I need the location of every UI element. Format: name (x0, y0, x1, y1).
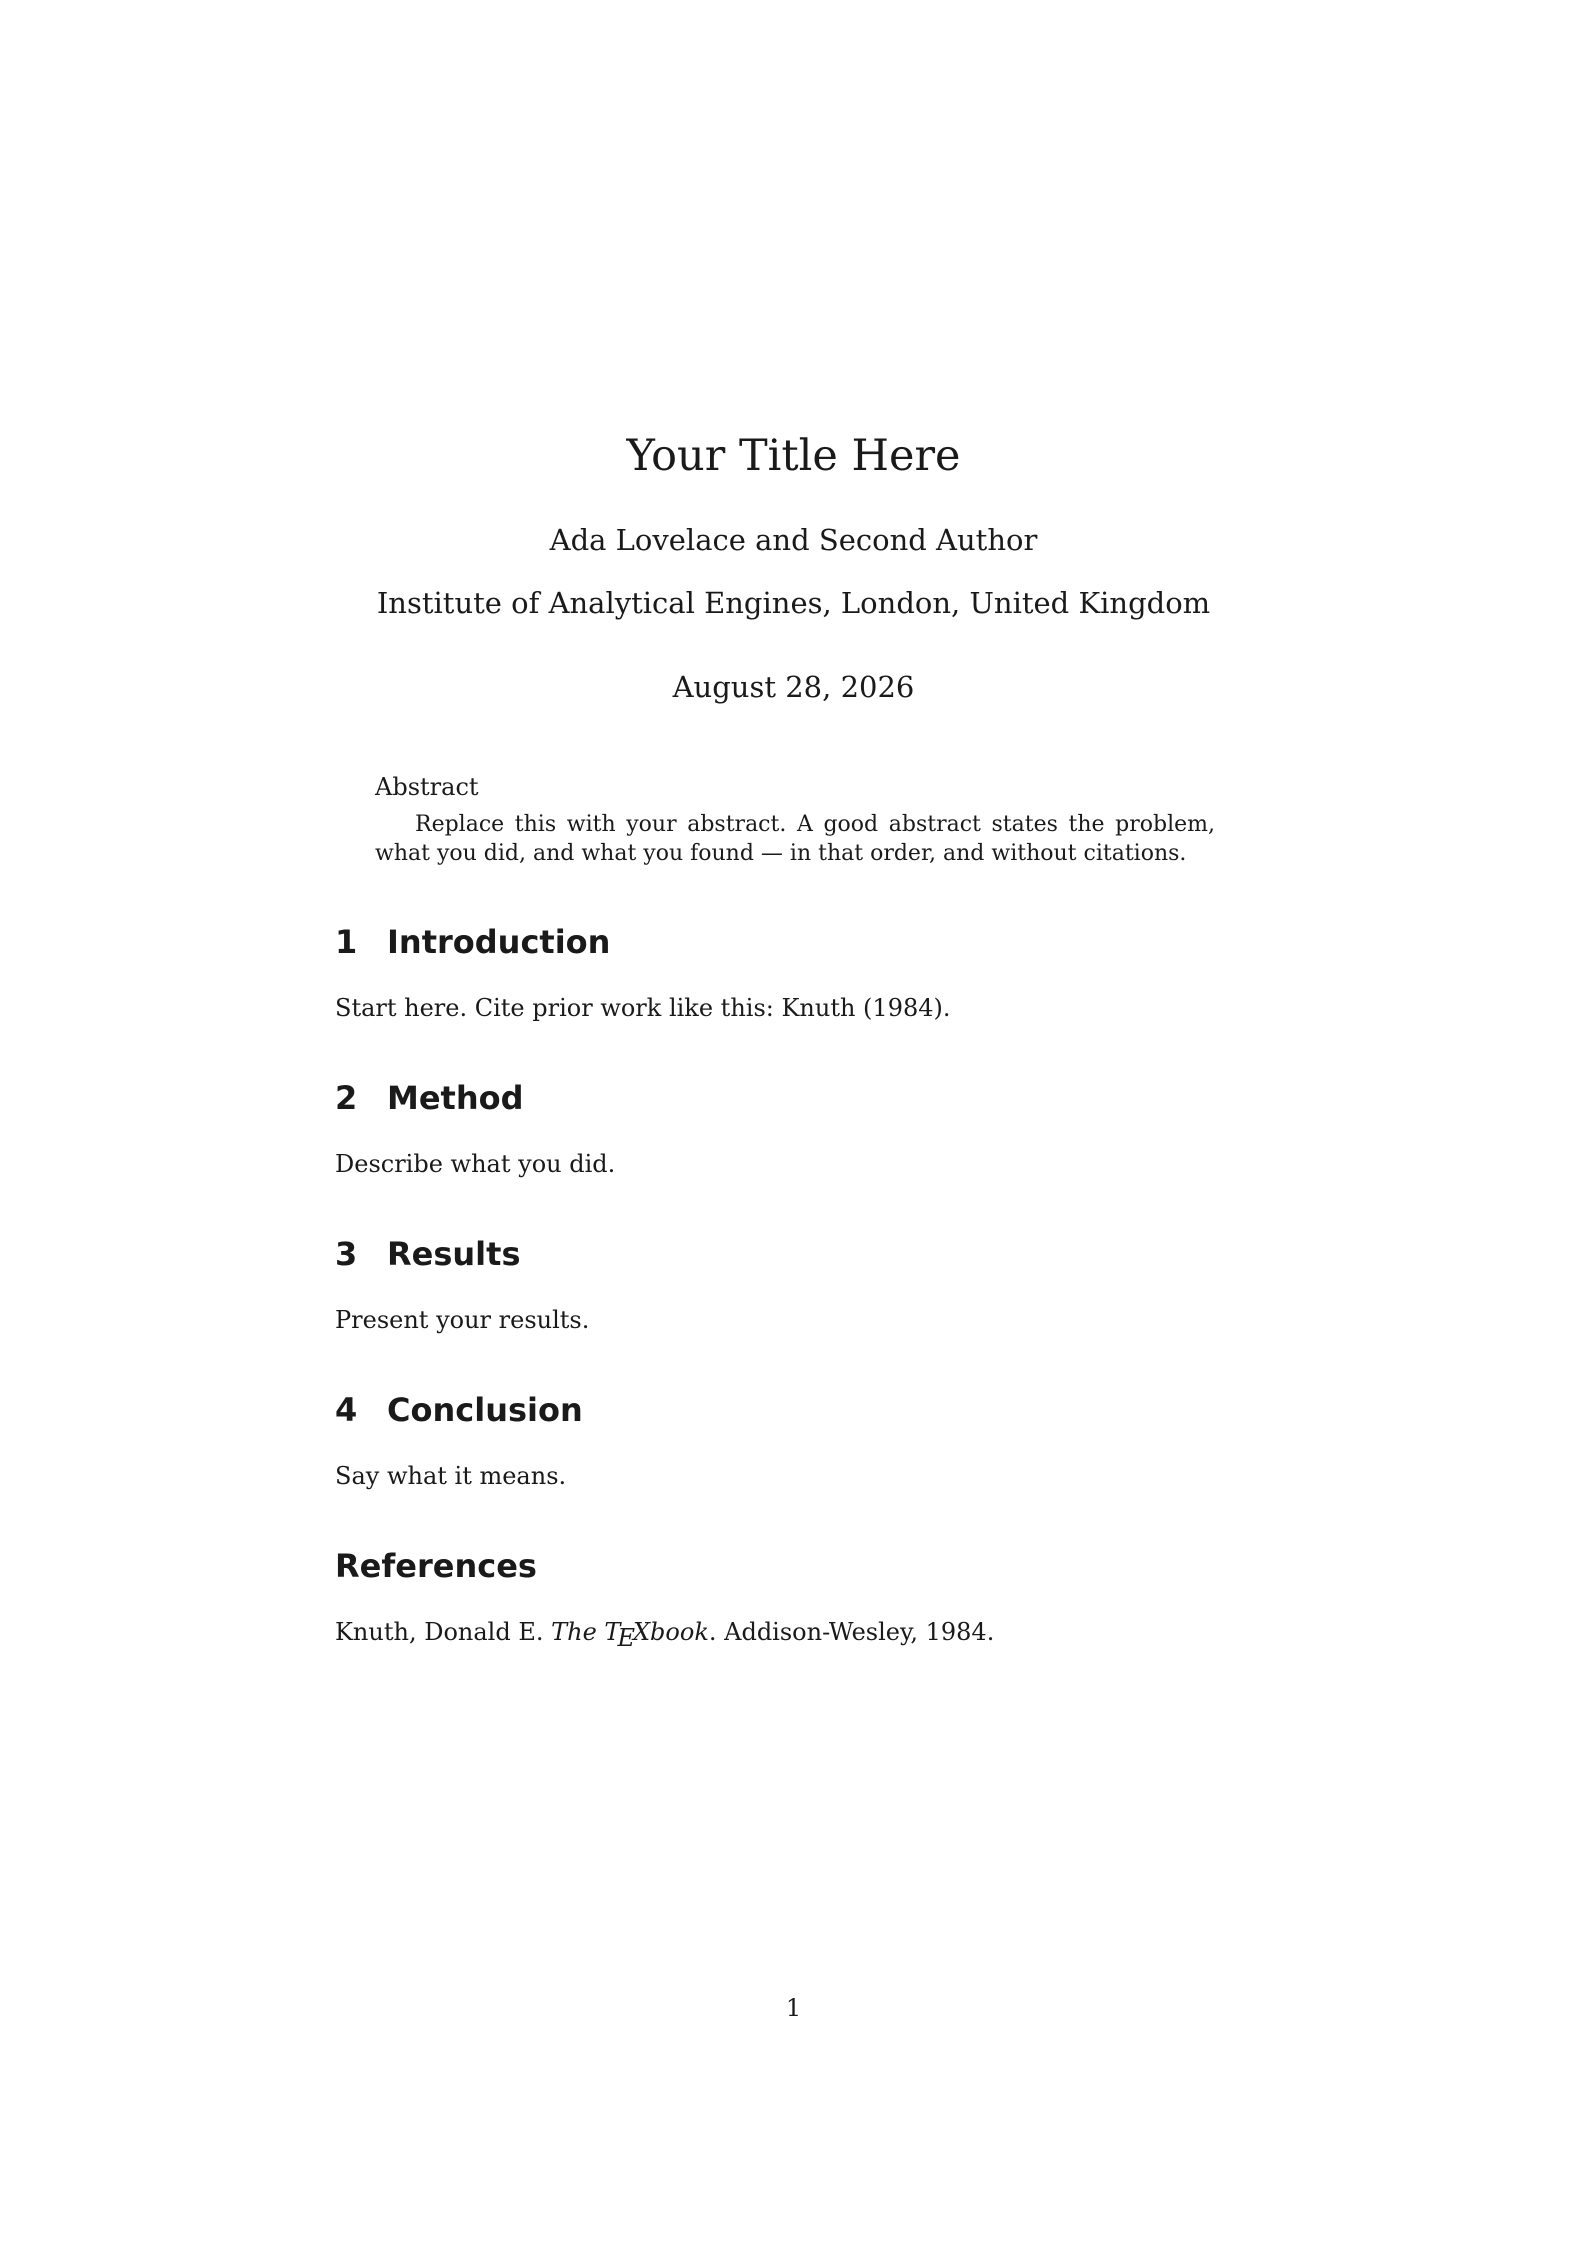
reference-author: Knuth, Donald E. (335, 1618, 544, 1646)
section-body-conclusion: Say what it means. (335, 1462, 567, 1490)
section-title: Results (387, 1235, 521, 1273)
section-number: 2 (335, 1079, 358, 1117)
reference-title: The TEXbook (551, 1618, 709, 1652)
publication-date: August 28, 2026 (672, 670, 915, 704)
reference-details: . Addison-Wesley, 1984. (708, 1618, 995, 1646)
section-body-method: Describe what you did. (335, 1150, 616, 1178)
abstract-heading: Abstract (375, 773, 479, 801)
references-heading: References (335, 1547, 537, 1585)
section-body-introduction: Start here. Cite prior work like this: Knuth (1984). (335, 994, 951, 1022)
reference-entry (335, 1616, 995, 1652)
section-number: 1 (335, 923, 358, 961)
section-heading-method (335, 1078, 524, 1118)
paper-title: Your Title Here (626, 431, 961, 481)
section-heading-introduction (335, 922, 610, 962)
affiliation: Institute of Analytical Engines, London, United Kingdom (376, 586, 1211, 620)
page-number: 1 (785, 1994, 802, 2022)
section-title: Method (387, 1079, 524, 1117)
section-body-results: Present your results. (335, 1306, 590, 1334)
section-title: Conclusion (387, 1391, 583, 1429)
abstract-text: Replace this with your abstract. A good abstract states the problem, what you did, and what you found — in that order, and without citations. (375, 812, 1215, 866)
section-title: Introduction (387, 923, 611, 961)
section-heading-results (335, 1234, 520, 1274)
section-number: 4 (335, 1391, 358, 1429)
section-heading-conclusion (335, 1390, 583, 1430)
author-list: Ada Lovelace and Second Author (549, 523, 1038, 557)
section-number: 3 (335, 1235, 358, 1273)
